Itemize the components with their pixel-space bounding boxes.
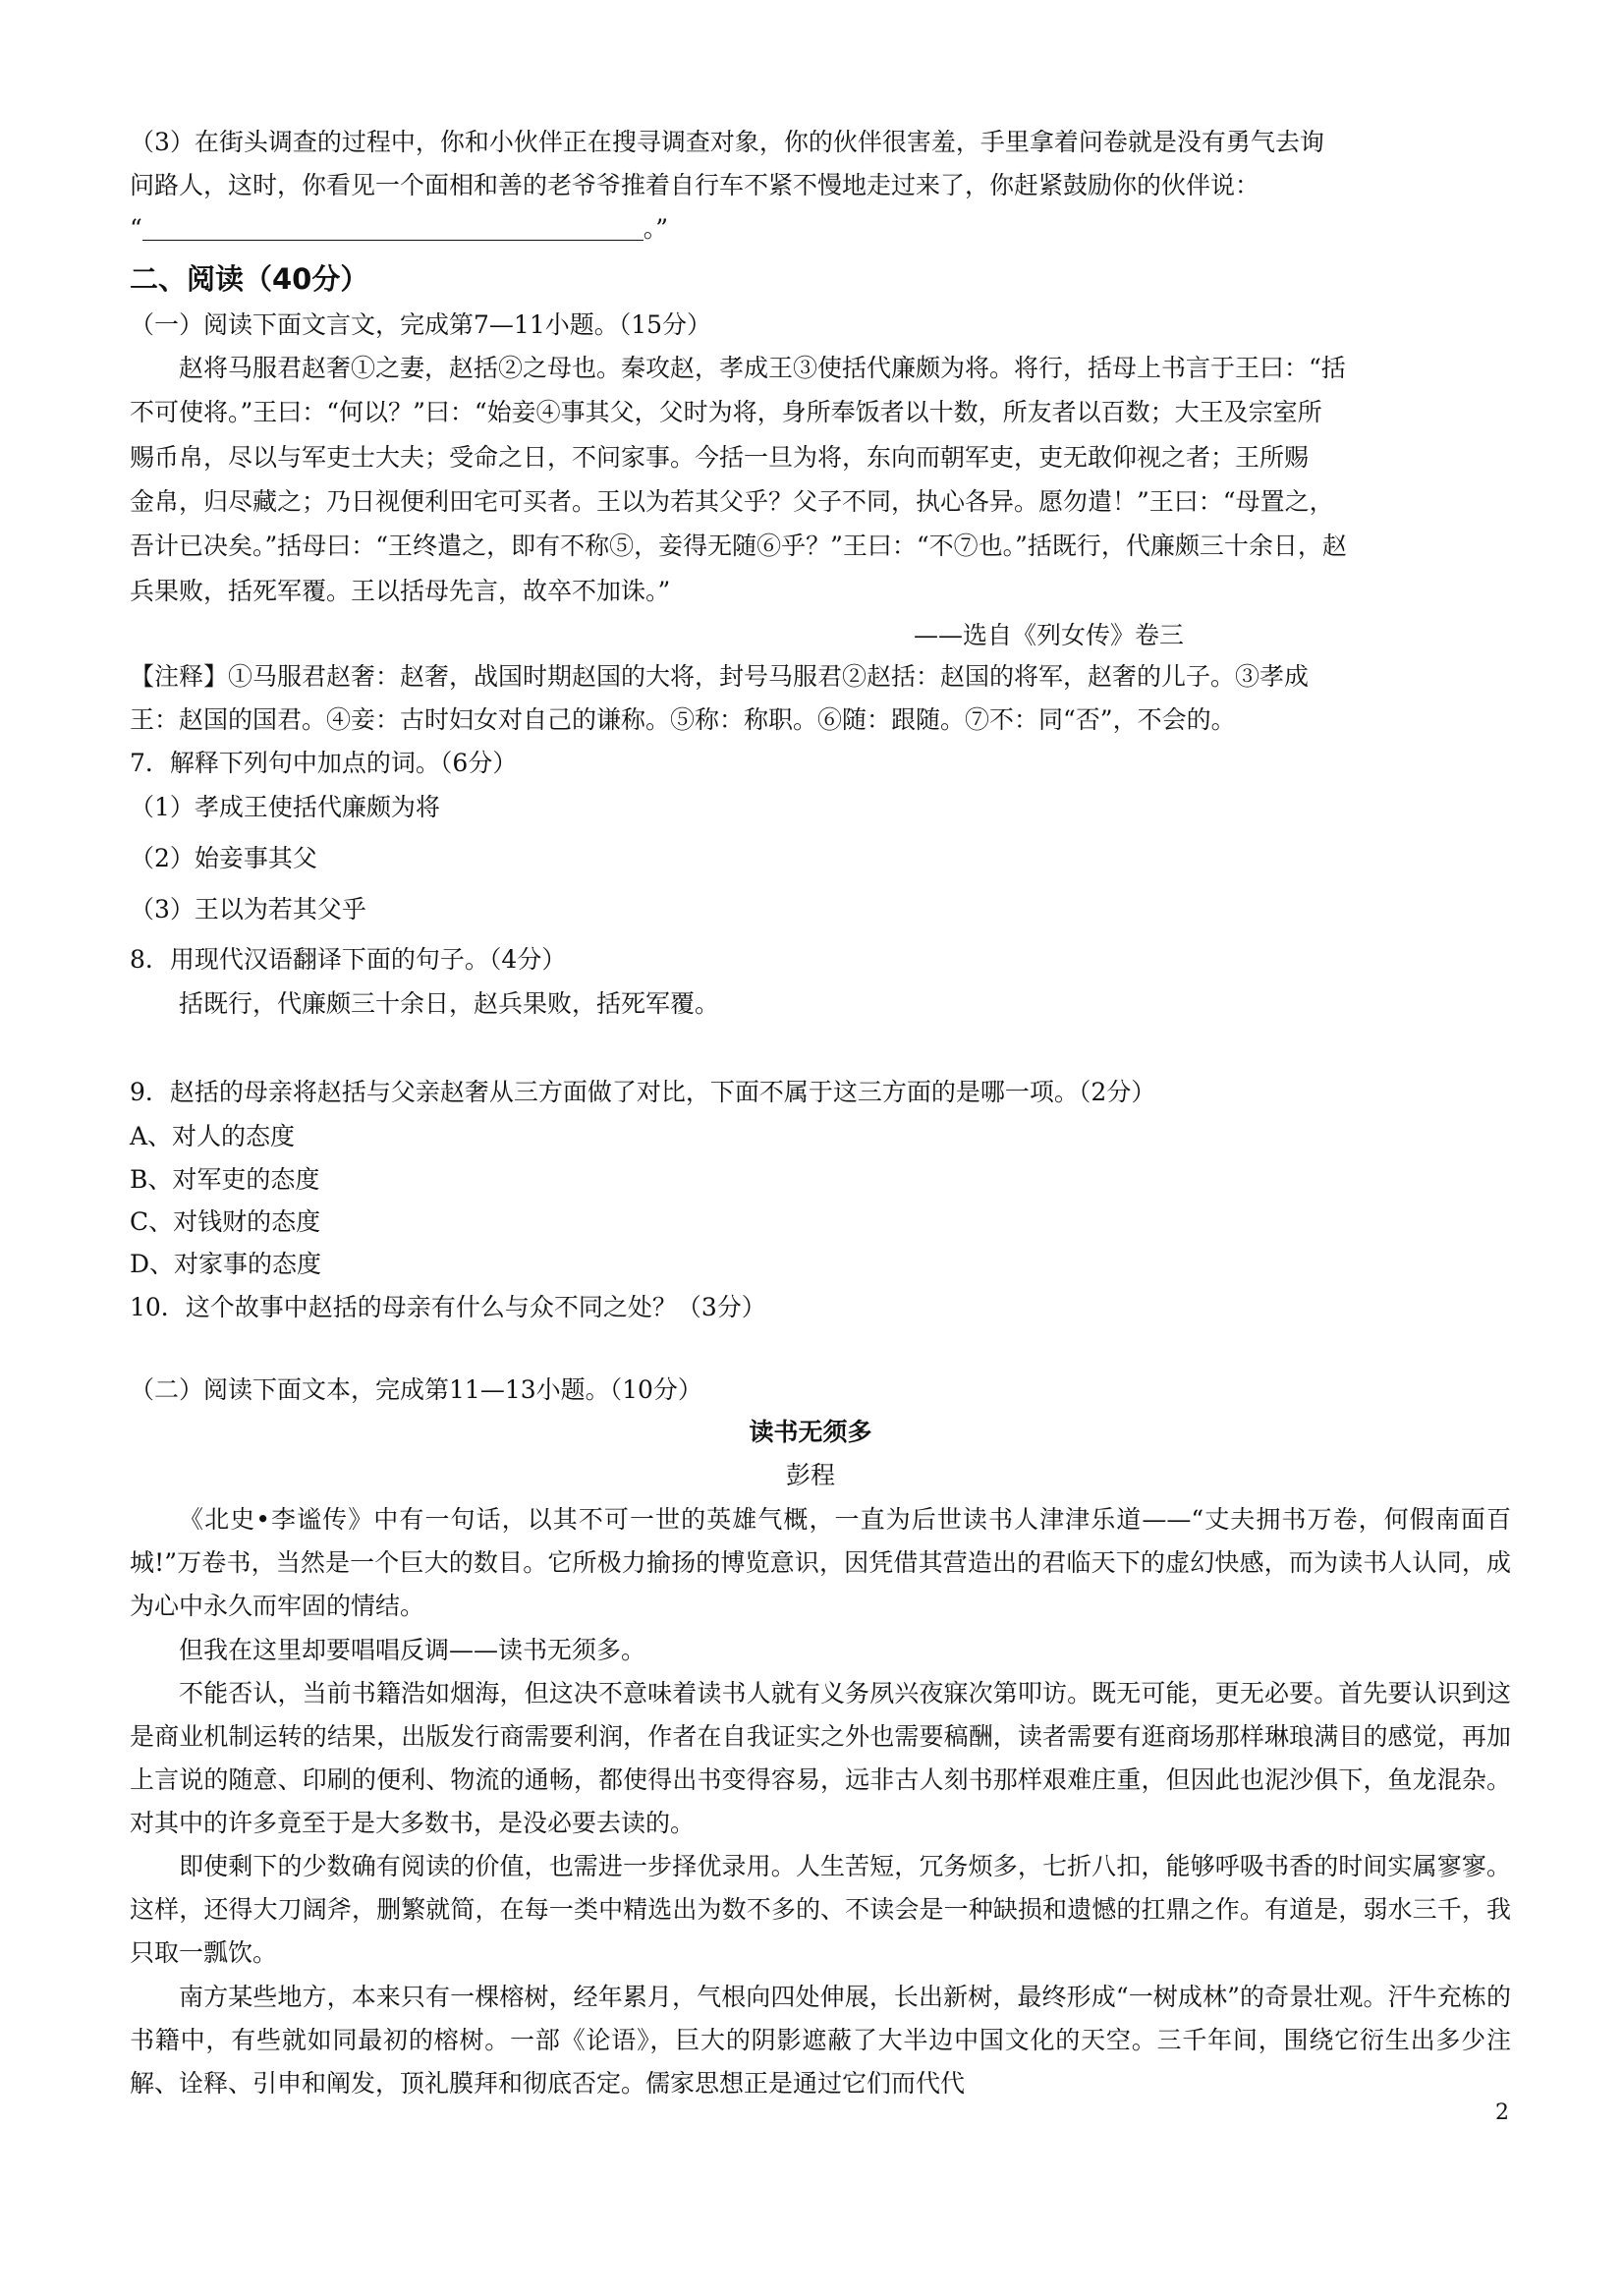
q10-stem: 10．这个故事中赵括的母亲有什么与众不同之处？（3分）: [130, 1293, 766, 1321]
notes-line-1: 【注释】①马服君赵奢：赵奢，战国时期赵国的大将，封号马服君②赵括：赵国的将军，赵奢的儿子。③孝成: [130, 662, 1310, 691]
article-paragraph-3: 不能否认，当前书籍浩如烟海，但这决不意味着读书人就有义务夙兴夜寐次第叩访。既无可能，更无必要。首先要认识到这是商业机制运转的结果，出版发行商需要利润，作者在自我证实之外也需要稿酬，读者需要有逛商场那样琳琅满目的感觉，再加上言说的随意、印刷的便利、物流的通畅，都使得出书变得容易，远非古人刻书那样艰难庄重，但因此也泥沙俱下，鱼龙混杂。对其中的许多竟至于是大多数书，是没必要去读的。: [130, 1679, 1511, 1837]
answer-blank: [142, 212, 644, 241]
q7-stem: 7．解释下列句中加点的词。（6分）: [130, 749, 518, 777]
q8-stem: 8．用现代汉语翻译下面的句子。（4分）: [130, 945, 567, 974]
article-title: 读书无须多: [749, 1418, 872, 1446]
article-author: 彭程: [786, 1461, 836, 1489]
close-quote: 。”: [643, 214, 669, 243]
q9-option-c: C、对钱财的态度: [130, 1207, 321, 1236]
article-paragraph-4: 即使剩下的少数确有阅读的价值，也需进一步择优录用。人生苦短，冗务烦多，七折八扣，能够呼吸书香的时间实属寥寥。这样，还得大刀阔斧，删繁就简，在每一类中精选出为数不多的、不读会是一种缺损和遗憾的扛鼎之作。有道是，弱水三千，我只取一瓢饮。: [130, 1852, 1511, 1967]
q9-option-b: B、对军吏的态度: [130, 1165, 320, 1194]
part2-intro: （二）阅读下面文本，完成第11—13小题。（10分）: [130, 1375, 702, 1404]
q6-3-line-2: 问路人，这时，你看见一个面相和善的老爷爷推着自行车不紧不慢地走过来了，你赶紧鼓励你的伙伴说：: [130, 171, 1260, 199]
q8-sentence: 括既行，代廉颇三十余日，赵兵果败，括死军覆。: [179, 989, 720, 1018]
article-paragraph-5: 南方某些地方，本来只有一棵榕树，经年累月，气根向四处伸展，长出新树，最终形成“一树成林”的奇景壮观。汗牛充栋的书籍中，有些就如同最初的榕树。一部《论语》，巨大的阴影遮蔽了大半边中国文化的天空。三千年间，围绕它衍生出多少注解、诠释、引申和阐发，顶礼膜拜和彻底否定。儒家思想正是通过它们而代代: [130, 1983, 1511, 2098]
article-paragraph-1: 《北史•李谧传》中有一句话，以其不可一世的英雄气概，一直为后世读书人津津乐道——“丈夫拥书万卷，何假南面百城!”万卷书，当然是一个巨大的数目。它所极力揄扬的博览意识，因凭借其营造出的君临天下的虚幻快感，而为读书人认同，成为心中永久而牢固的情结。: [130, 1505, 1511, 1620]
q9-option-a: A、对人的态度: [130, 1122, 296, 1150]
article-paragraph-2: 但我在这里却要唱唱反调——读书无须多。: [179, 1636, 646, 1664]
q7-item-3: （3）王以为若其父乎: [130, 895, 366, 924]
passage-source: ——选自《列女传》卷三: [914, 621, 1185, 649]
page-number: 2: [1495, 2100, 1509, 2125]
q7-item-1: （1）孝成王使括代廉颇为将: [130, 793, 440, 821]
q6-3-answer-line: [130, 207, 668, 251]
passage-line-2: 不可使将。”王曰：“何以？”曰：“始妾④事其父，父时为将，身所奉饭者以十数，所友者以百数；大王及宗室所: [130, 398, 1322, 426]
passage-line-1: 赵将马服君赵奢①之妻，赵括②之母也。秦攻赵，孝成王③使括代廉颇为将。将行，括母上书言于王曰：“括: [179, 354, 1346, 382]
passage-line-4: 金帛，归尽藏之；乃日视便利田宅可买者。王以为若其父乎？父子不同，执心各异。愿勿遣！”王曰：“母置之，: [130, 487, 1334, 516]
section-heading: 二、阅读（40分）: [130, 262, 369, 296]
passage-line-5: 吾计已决矣。”括母曰：“王终遣之，即有不称⑤，妾得无随⑥乎？”王曰：“不⑦也。”括既行，代廉颇三十余日，赵: [130, 532, 1347, 560]
passage-line-3: 赐币帛，尽以与军吏士大夫；受命之日，不问家事。今括一旦为将，东向而朝军吏，吏无敢仰视之者；王所赐: [130, 443, 1310, 472]
passage-line-6: 兵果败，括死军覆。王以括母先言，故卒不加诛。”: [130, 577, 671, 605]
q6-3-line-1: （3）在街头调查的过程中，你和小伙伴正在搜寻调查对象，你的伙伴很害羞，手里拿着问卷就是没有勇气去询: [130, 128, 1324, 156]
q9-stem: 9．赵括的母亲将赵括与父亲赵奢从三方面做了对比，下面不属于这三方面的是哪一项。（2分）: [130, 1078, 1156, 1106]
part1-intro: （一）阅读下面文言文，完成第7—11小题。（15分）: [130, 310, 712, 339]
q7-item-2: （2）始妾事其父: [130, 844, 317, 872]
open-quote: “: [130, 214, 142, 243]
q9-option-d: D、对家事的态度: [130, 1250, 322, 1278]
notes-line-2: 王：赵国的国君。④妾：古时妇女对自己的谦称。⑤称：称职。⑥随：跟随。⑦不：同“否”，不会的。: [130, 705, 1236, 734]
